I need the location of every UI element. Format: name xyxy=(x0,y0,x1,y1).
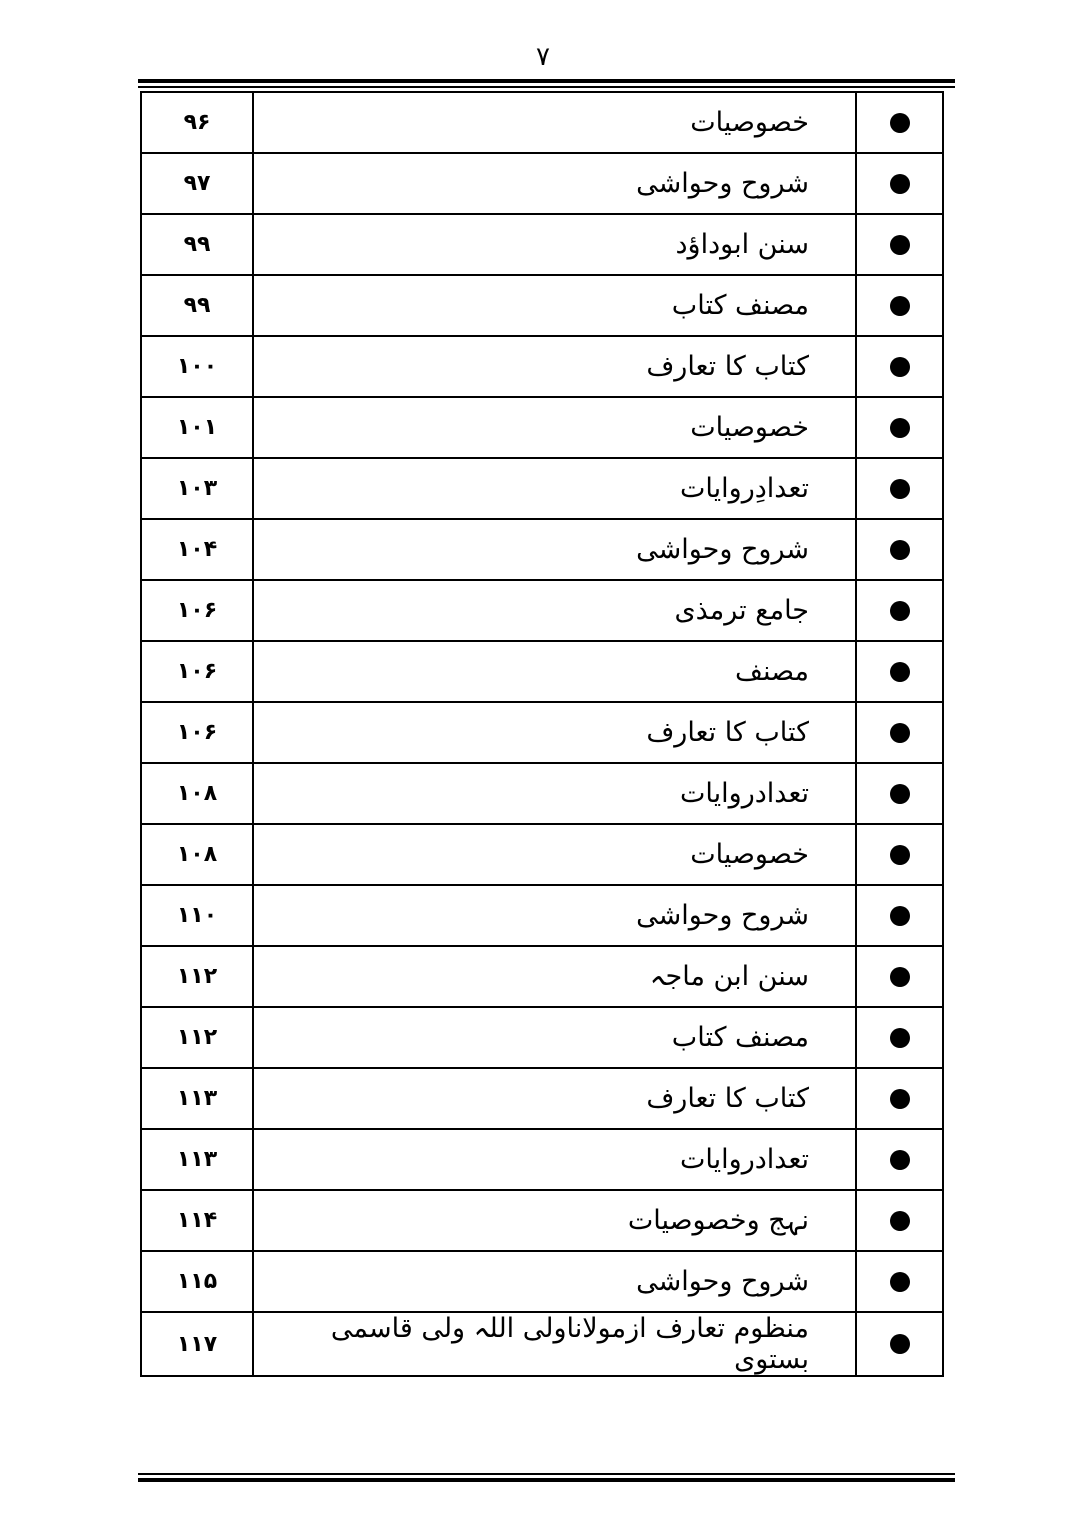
bullet-icon xyxy=(890,296,910,316)
toc-entry-title: مصنف xyxy=(253,641,856,702)
toc-page-number: ۱۰۶ xyxy=(141,702,253,763)
toc-page-number: ۱۰۳ xyxy=(141,458,253,519)
toc-entry-title: تعدادروایات xyxy=(253,763,856,824)
toc-entry-title: سنن ابوداؤد xyxy=(253,214,856,275)
toc-bullet-cell xyxy=(856,885,943,946)
toc-row xyxy=(141,702,943,763)
toc-page-number: ۱۱۴ xyxy=(141,1190,253,1251)
toc-row xyxy=(141,214,943,275)
bullet-icon xyxy=(890,845,910,865)
toc-row xyxy=(141,275,943,336)
bullet-icon xyxy=(890,601,910,621)
toc-bullet-cell xyxy=(856,1068,943,1129)
toc-page-number: ۹۷ xyxy=(141,153,253,214)
toc-entry-title: کتاب کا تعارف xyxy=(253,1068,856,1129)
toc-page-number: ۱۰۶ xyxy=(141,641,253,702)
toc-page-number: ۱۰۸ xyxy=(141,824,253,885)
toc-page-number: ۱۰۶ xyxy=(141,580,253,641)
bullet-icon xyxy=(890,174,910,194)
bullet-icon xyxy=(890,1089,910,1109)
toc-row xyxy=(141,1312,943,1376)
toc-page-number: ۱۰۸ xyxy=(141,763,253,824)
toc-entry-title: خصوصیات xyxy=(253,92,856,153)
toc-page-number: ۱۱۵ xyxy=(141,1251,253,1312)
toc-bullet-cell xyxy=(856,1251,943,1312)
toc-row xyxy=(141,153,943,214)
toc-page-number: ۹۶ xyxy=(141,92,253,153)
bullet-icon xyxy=(890,357,910,377)
toc-page-number: ۱۱۲ xyxy=(141,1007,253,1068)
toc-entry-title: منظوم تعارف ازمولاناولی اللہ ولی قاسمی بستوی xyxy=(253,1312,856,1376)
toc-page-number: ۱۰۴ xyxy=(141,519,253,580)
bottom-double-rule xyxy=(138,1473,955,1482)
toc-entry-title: شروح وحواشی xyxy=(253,519,856,580)
toc-row xyxy=(141,1190,943,1251)
toc-entry-title: شروح وحواشی xyxy=(253,153,856,214)
toc-page-number: ۹۹ xyxy=(141,275,253,336)
bullet-icon xyxy=(890,784,910,804)
table-of-contents xyxy=(140,91,944,1377)
toc-entry-title: سنن ابن ماجہ xyxy=(253,946,856,1007)
toc-bullet-cell xyxy=(856,1129,943,1190)
toc-bullet-cell xyxy=(856,458,943,519)
toc-bullet-cell xyxy=(856,397,943,458)
bullet-icon xyxy=(890,723,910,743)
bullet-icon xyxy=(890,235,910,255)
toc-row xyxy=(141,641,943,702)
toc-page-number: ۱۰۰ xyxy=(141,336,253,397)
toc-bullet-cell xyxy=(856,702,943,763)
toc-bullet-cell xyxy=(856,641,943,702)
toc-row xyxy=(141,458,943,519)
toc-bullet-cell xyxy=(856,824,943,885)
toc-entry-title: خصوصیات xyxy=(253,824,856,885)
toc-row xyxy=(141,1068,943,1129)
toc-entry-title: جامع ترمذی xyxy=(253,580,856,641)
toc-bullet-cell xyxy=(856,336,943,397)
toc-page-number: ۱۰۱ xyxy=(141,397,253,458)
toc-bullet-cell xyxy=(856,1312,943,1376)
toc-entry-title: کتاب کا تعارف xyxy=(253,336,856,397)
toc-row xyxy=(141,336,943,397)
toc-bullet-cell xyxy=(856,580,943,641)
bullet-icon xyxy=(890,479,910,499)
bullet-icon xyxy=(890,1028,910,1048)
toc-page-number: ۱۱۷ xyxy=(141,1312,253,1376)
toc-bullet-cell xyxy=(856,1007,943,1068)
toc-entry-title: خصوصیات xyxy=(253,397,856,458)
toc-page-number: ۹۹ xyxy=(141,214,253,275)
toc-row xyxy=(141,519,943,580)
bullet-icon xyxy=(890,113,910,133)
bullet-icon xyxy=(890,967,910,987)
toc-entry-title: شروح وحواشی xyxy=(253,885,856,946)
page-number: ۷ xyxy=(536,42,550,72)
toc-bullet-cell xyxy=(856,153,943,214)
toc-row xyxy=(141,1007,943,1068)
bullet-icon xyxy=(890,906,910,926)
top-double-rule xyxy=(138,79,955,88)
bullet-icon xyxy=(890,1272,910,1292)
bullet-icon xyxy=(890,1211,910,1231)
bullet-icon xyxy=(890,1334,910,1354)
toc-bullet-cell xyxy=(856,519,943,580)
bullet-icon xyxy=(890,540,910,560)
toc-row xyxy=(141,92,943,153)
toc-bullet-cell xyxy=(856,214,943,275)
toc-row xyxy=(141,1129,943,1190)
toc-bullet-cell xyxy=(856,275,943,336)
toc-row xyxy=(141,885,943,946)
toc-page-number: ۱۱۳ xyxy=(141,1129,253,1190)
toc-entry-title: مصنف کتاب xyxy=(253,1007,856,1068)
toc-entry-title: مصنف کتاب xyxy=(253,275,856,336)
toc-row xyxy=(141,580,943,641)
toc-entry-title: شروح وحواشی xyxy=(253,1251,856,1312)
toc-page-number: ۱۱۳ xyxy=(141,1068,253,1129)
toc-body xyxy=(141,92,943,1376)
toc-row xyxy=(141,946,943,1007)
bullet-icon xyxy=(890,418,910,438)
toc-row xyxy=(141,763,943,824)
toc-entry-title: تعدادِروایات xyxy=(253,458,856,519)
toc-bullet-cell xyxy=(856,763,943,824)
toc-entry-title: کتاب کا تعارف xyxy=(253,702,856,763)
toc-row xyxy=(141,397,943,458)
toc-page-number: ۱۱۰ xyxy=(141,885,253,946)
toc-bullet-cell xyxy=(856,946,943,1007)
toc-bullet-cell xyxy=(856,92,943,153)
toc-bullet-cell xyxy=(856,1190,943,1251)
bullet-icon xyxy=(890,1150,910,1170)
toc-entry-title: تعدادروایات xyxy=(253,1129,856,1190)
toc-page-number: ۱۱۲ xyxy=(141,946,253,1007)
toc-entry-title: نہج وخصوصیات xyxy=(253,1190,856,1251)
toc-row xyxy=(141,824,943,885)
toc-row xyxy=(141,1251,943,1312)
bullet-icon xyxy=(890,662,910,682)
